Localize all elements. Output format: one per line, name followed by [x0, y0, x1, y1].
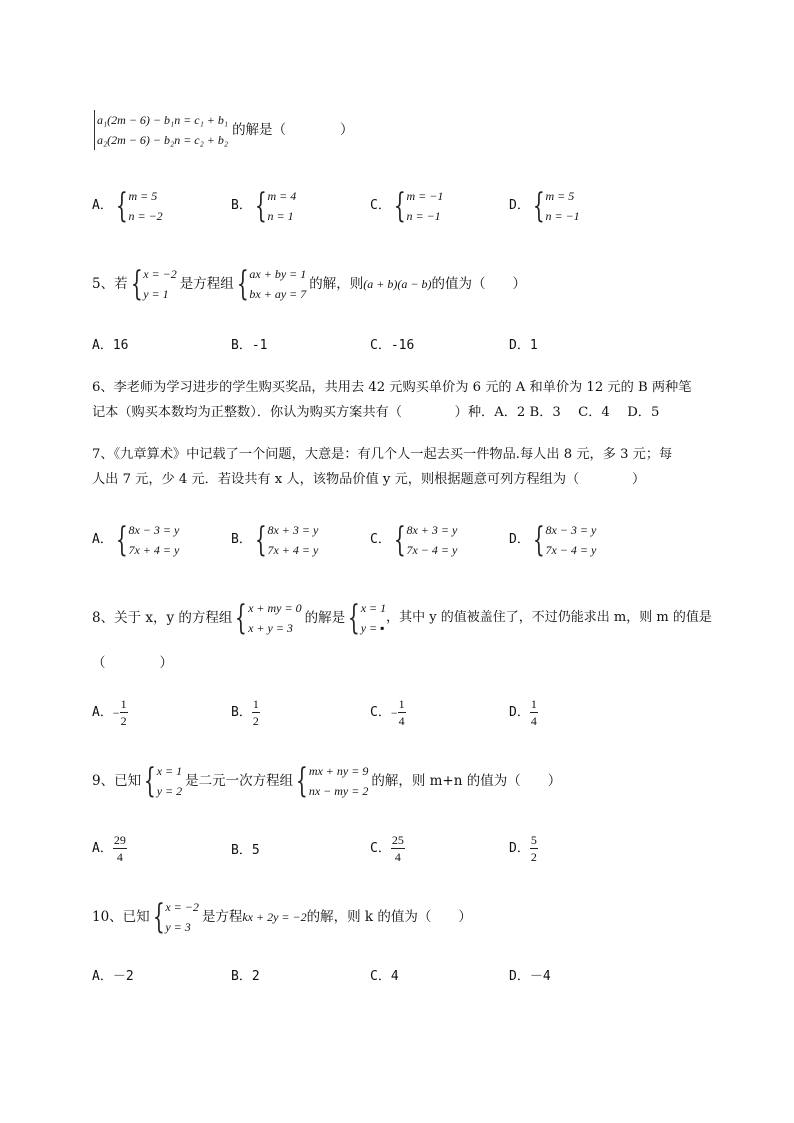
fraction — [252, 696, 260, 729]
q5-option-c[interactable]: C．-16 — [370, 338, 415, 353]
q8-prefix: 8、关于 x，y 的方程组 — [92, 610, 233, 626]
brace-icon: { — [393, 520, 406, 560]
system-line: x + y = 3 — [248, 621, 293, 635]
system-line: x = −2 — [143, 267, 177, 281]
brace-icon: { — [115, 186, 128, 226]
numerator: 25 — [391, 833, 404, 847]
option-label: B． — [231, 532, 252, 547]
q10-suffix: 的解，则 k 的值为（ ） — [306, 909, 472, 925]
q9-suffix: 的解，则 m+n 的值为（ ） — [371, 773, 562, 789]
q8-option-b[interactable] — [231, 696, 260, 729]
q10-prefix: 10、已知 — [92, 909, 150, 925]
fraction — [113, 832, 127, 865]
q4-stem — [92, 110, 354, 150]
system-line: y = 2 — [156, 784, 183, 798]
q10-option-a[interactable]: A．－2 — [92, 969, 134, 984]
option-label: B． — [231, 198, 252, 213]
numerator: 1 — [530, 697, 537, 711]
system-line: x + my = 0 — [248, 601, 302, 615]
fraction — [398, 696, 406, 729]
q8-option-c[interactable] — [370, 696, 406, 729]
q4-text: 的解是（ ） — [232, 122, 354, 138]
brace-icon: { — [347, 598, 360, 638]
q5-option-d[interactable]: D．1 — [509, 338, 538, 353]
system-line: x = 1 — [156, 764, 183, 778]
option-label: D． — [509, 704, 530, 720]
q10-equation: kx + 2y = −2 — [242, 910, 307, 924]
q6-line2: 记本（购买本数均为正整数）．你认为购买方案共有（ ）种．A．2 B．3 C．4 D．5 — [92, 405, 660, 420]
system-line: 7x + 4 = y — [267, 543, 319, 557]
option-label: B． — [231, 704, 252, 720]
q8-option-a[interactable] — [92, 696, 128, 729]
system-line: x = 1 — [360, 601, 387, 615]
q8-option-d[interactable] — [509, 696, 538, 729]
q9-option-c[interactable] — [370, 832, 405, 865]
q9-prefix: 9、已知 — [92, 773, 142, 789]
brace-icon: { — [236, 264, 249, 304]
q9-option-b[interactable]: B．5 — [231, 843, 260, 858]
q9-stem — [92, 761, 561, 801]
q10-option-b[interactable]: B．2 — [231, 969, 260, 984]
q5-prefix: 5、若 — [92, 276, 128, 292]
fraction — [391, 832, 405, 865]
system-line: bx + ay = 7 — [249, 287, 307, 301]
q5-suffix1: 的解，则 — [309, 276, 364, 292]
system-line: 8x + 3 = y — [267, 523, 319, 537]
denominator: 2 — [530, 850, 537, 864]
numerator: 29 — [113, 833, 126, 847]
system-line: nx − my = 2 — [308, 784, 369, 798]
fraction — [530, 832, 538, 865]
q10-stem — [92, 897, 472, 937]
q9-option-d[interactable] — [509, 832, 538, 865]
q7-line2: 人出 7 元，少 4 元．若设共有 x 人，该物品价值 y 元，则根据题意可列方程组为（ ） — [92, 472, 646, 487]
system-line: 7x − 4 = y — [545, 543, 597, 557]
system-line: y = 1 — [143, 287, 169, 301]
minus-sign: − — [390, 705, 398, 720]
q4-option-d[interactable] — [509, 186, 580, 226]
q5-expression: (a + b)(a − b) — [363, 277, 432, 291]
fraction — [120, 696, 128, 729]
system-line: 8x − 3 = y — [128, 523, 180, 537]
brace-icon: { — [254, 520, 267, 560]
q10-option-d[interactable]: D．－4 — [509, 969, 551, 984]
q7-option-d[interactable] — [509, 520, 596, 560]
system-line: 7x − 4 = y — [406, 543, 458, 557]
system-line: ax + by = 1 — [249, 267, 307, 281]
option-label: A． — [92, 840, 113, 856]
brace-icon: { — [235, 598, 248, 638]
q5-option-a[interactable]: A．16 — [92, 338, 129, 353]
option-label: A． — [92, 198, 113, 213]
system-line: x = −2 — [165, 900, 199, 914]
option-label: C． — [370, 704, 391, 720]
option-label: C． — [370, 840, 391, 856]
option-label: A． — [92, 532, 113, 547]
option-label: D． — [509, 198, 530, 213]
q5-option-b[interactable]: B．-1 — [231, 338, 268, 353]
q8-stem — [92, 598, 712, 638]
q8-paren: （ ） — [92, 655, 173, 671]
q7-option-b[interactable] — [231, 520, 318, 560]
q4-option-a[interactable] — [92, 186, 163, 226]
option-label: D． — [509, 532, 530, 547]
q4-option-b[interactable] — [231, 186, 296, 226]
system-line: m = 4 — [267, 189, 297, 203]
q4-option-c[interactable] — [370, 186, 443, 226]
q8-suffix: ，其中 y 的值被盖住了，不过仍能求出 m，则 m 的值是 — [386, 610, 712, 625]
option-label: C． — [370, 532, 391, 547]
brace-icon: { — [143, 761, 156, 801]
q7-option-a[interactable] — [92, 520, 179, 560]
q10-mid: 是方程 — [201, 909, 243, 925]
numerator: 1 — [252, 697, 259, 711]
denominator: 4 — [530, 714, 537, 728]
brace-icon: { — [254, 186, 267, 226]
brace-icon: { — [296, 761, 308, 801]
system-line: y = ▪ — [360, 621, 385, 635]
q6-line1: 6、李老师为学习进步的学生购买奖品，共用去 42 元购买单价为 6 元的 A 和单价为 12 元的 B 两种笔 — [92, 380, 692, 395]
numerator: 1 — [398, 697, 405, 711]
q10-option-c[interactable]: C．4 — [370, 969, 399, 984]
numerator: 1 — [120, 697, 127, 711]
system-line: n = −1 — [545, 209, 580, 223]
q5-mid: 是方程组 — [179, 276, 234, 292]
system-line: n = 1 — [267, 209, 294, 223]
system-line: n = −1 — [406, 209, 441, 223]
brace-icon: { — [152, 897, 165, 937]
fraction — [530, 696, 538, 729]
numerator: 5 — [530, 833, 537, 847]
option-label: D． — [509, 840, 530, 856]
q5-stem — [92, 264, 526, 304]
brace-icon: { — [130, 264, 143, 304]
q4-eq2: a₂(2m − 6) − b₂n = c₂ + b₂ — [97, 133, 229, 147]
system-line: mx + ny = 9 — [308, 764, 369, 778]
q4-eq1: a₁(2m − 6) − b₁n = c₁ + b₁ — [97, 113, 229, 127]
minus-sign: − — [112, 705, 120, 720]
system-line: m = 5 — [545, 189, 575, 203]
denominator: 4 — [116, 850, 123, 864]
q4-system — [94, 110, 228, 150]
brace-icon: { — [532, 186, 545, 226]
q7-line1: 7、《九章算术》中记载了一个问题，大意是：有几个人一起去买一件物品.每人出 8 元，多 3 元；每 — [92, 447, 673, 462]
system-line: 7x + 4 = y — [128, 543, 180, 557]
system-line: 8x − 3 = y — [545, 523, 597, 537]
option-label: A． — [92, 704, 113, 720]
brace-icon: { — [532, 520, 545, 560]
system-line: y = 3 — [165, 920, 191, 934]
system-line: m = 5 — [128, 189, 158, 203]
denominator: 4 — [398, 714, 405, 728]
denominator: 2 — [252, 714, 259, 728]
brace-icon: { — [393, 186, 406, 226]
q7-option-c[interactable] — [370, 520, 457, 560]
brace-icon: { — [115, 520, 128, 560]
q9-option-a[interactable] — [92, 832, 127, 865]
system-line: 8x + 3 = y — [406, 523, 458, 537]
system-line: n = −2 — [128, 209, 163, 223]
system-line: m = −1 — [406, 189, 444, 203]
q9-mid: 是二元一次方程组 — [185, 773, 294, 789]
q8-mid: 的解是 — [304, 610, 346, 626]
denominator: 4 — [394, 850, 401, 864]
option-label: C． — [370, 198, 391, 213]
q5-suffix2: 的值为（ ） — [431, 276, 526, 292]
denominator: 2 — [120, 714, 127, 728]
